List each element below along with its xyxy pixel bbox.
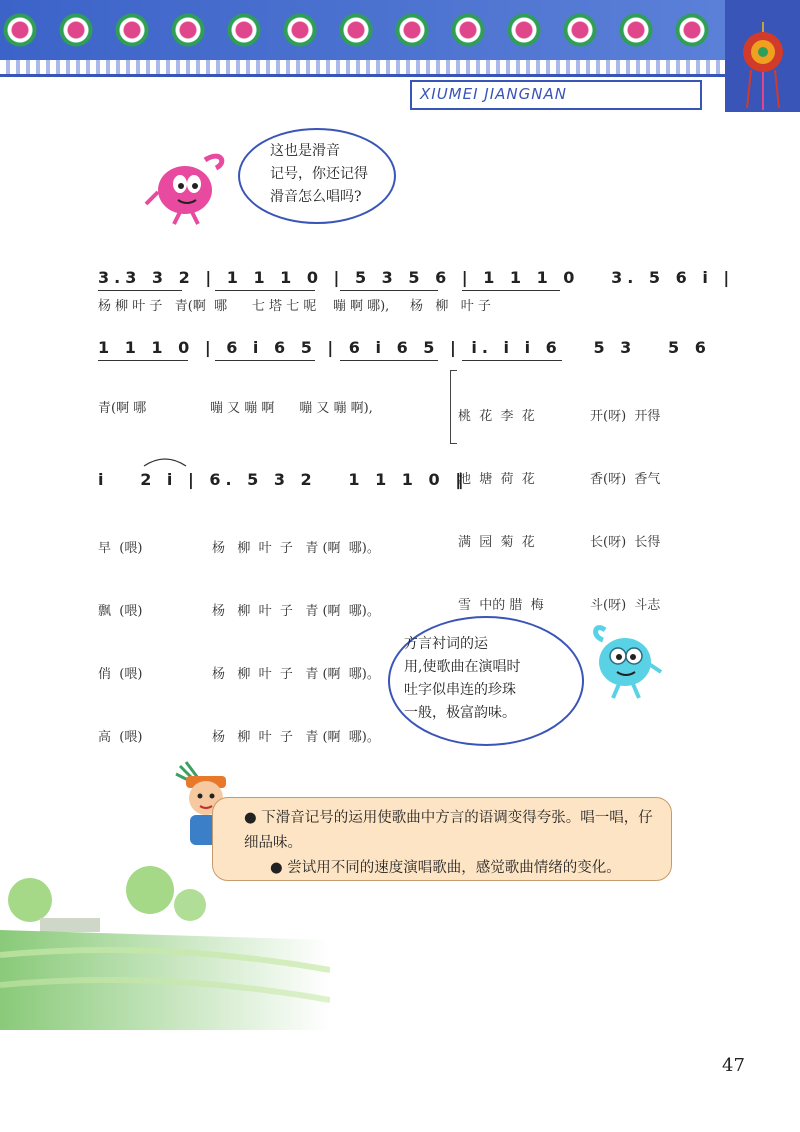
beam bbox=[98, 290, 182, 291]
line3-b-1: 杨 柳 叶 子 青 (啊 哪)。 bbox=[212, 541, 380, 556]
line3-a-3: 俏 (喂) bbox=[98, 667, 143, 682]
beam bbox=[340, 290, 438, 291]
score-line-2-mid-lyrics: 嘣 又 嘣 啊 嘣 又 嘣 啊), bbox=[210, 401, 373, 416]
score-line-2-lead-lyric: 青(啊 哪 bbox=[98, 401, 147, 416]
score-line-3-lyrics-a bbox=[98, 496, 142, 769]
score-line-3-lyrics-b bbox=[212, 496, 380, 769]
score-line-3-notes: i 2 i | 6. 5 3 2 1 1 1 0 ‖ bbox=[98, 470, 469, 489]
beam bbox=[462, 290, 560, 291]
slur-arc bbox=[140, 452, 190, 468]
verse-bracket bbox=[450, 370, 457, 444]
score-line-2-notes: 1 1 1 0 | 6 i 6 5 | 6 i 6 5 | i. i i 6 5 3 5 6 bbox=[98, 338, 711, 357]
verse-lyrics-a bbox=[458, 364, 544, 637]
line3-a-4: 高 (喂) bbox=[98, 730, 143, 745]
line3-a-1: 早 (喂) bbox=[98, 541, 143, 556]
pink-note-character-icon bbox=[140, 150, 230, 225]
tip-2: ● 尝试用不同的速度演唱歌曲，感觉歌曲情绪的变化。 bbox=[270, 860, 621, 876]
line3-b-3: 杨 柳 叶 子 青 (啊 哪)。 bbox=[212, 667, 380, 682]
verse-a-2: 池 塘 荷 花 bbox=[458, 472, 535, 487]
cyan-note-character-icon bbox=[585, 622, 665, 702]
line3-a-2: 飘 (喂) bbox=[98, 604, 143, 619]
verse-b-2: 香(呀) 香气 bbox=[590, 472, 661, 487]
beam bbox=[215, 290, 315, 291]
page-number: 47 bbox=[722, 1055, 745, 1076]
header-pattern-band bbox=[0, 0, 725, 60]
beam bbox=[462, 360, 562, 361]
header-pattern-trim bbox=[0, 60, 725, 74]
line3-b-2: 杨 柳 叶 子 青 (啊 哪)。 bbox=[212, 604, 380, 619]
embroidered-ball-icon bbox=[733, 22, 793, 110]
landscape-illustration bbox=[0, 860, 330, 1030]
beam bbox=[340, 360, 438, 361]
bubble-mid-text: 方言衬词的运 用,使歌曲在演唱时 吐字似串连的珍珠 一般，极富韵味。 bbox=[404, 636, 521, 721]
verse-a-4: 雪 中的 腊 梅 bbox=[458, 598, 544, 613]
verse-a-1: 桃 花 李 花 bbox=[458, 409, 535, 424]
tip-1: ● 下滑音记号的运用使歌曲中方言的语调变得夸张。唱一唱，仔细品味。 bbox=[244, 810, 653, 851]
verse-a-3: 满 园 菊 花 bbox=[458, 535, 535, 550]
header-rule bbox=[0, 74, 725, 77]
bubble-top-text: 这也是滑音 记号，你还记得 滑音怎么唱吗? bbox=[270, 143, 368, 205]
score-line-1-lyrics: 杨 柳 叶 子 青(啊 哪 七 塔 七 呢 嘣 啊 哪), 杨 柳 叶 子 bbox=[98, 299, 491, 314]
line3-b-4: 杨 柳 叶 子 青 (啊 哪)。 bbox=[212, 730, 380, 745]
verse-b-3: 长(呀) 长得 bbox=[590, 535, 661, 550]
verse-b-4: 斗(呀) 斗志 bbox=[590, 598, 661, 613]
score-line-1-notes: 3.3 3 2 | 1 1 1 0 | 5 3 5 6 | 1 1 1 0 3. 5 6 i | bbox=[98, 268, 735, 287]
verse-b-1: 开(呀) 开得 bbox=[590, 409, 661, 424]
verse-lyrics-b bbox=[590, 364, 660, 637]
header-title: XIUMEI JIANGNAN bbox=[420, 85, 567, 103]
beam bbox=[215, 360, 315, 361]
beam bbox=[98, 360, 188, 361]
